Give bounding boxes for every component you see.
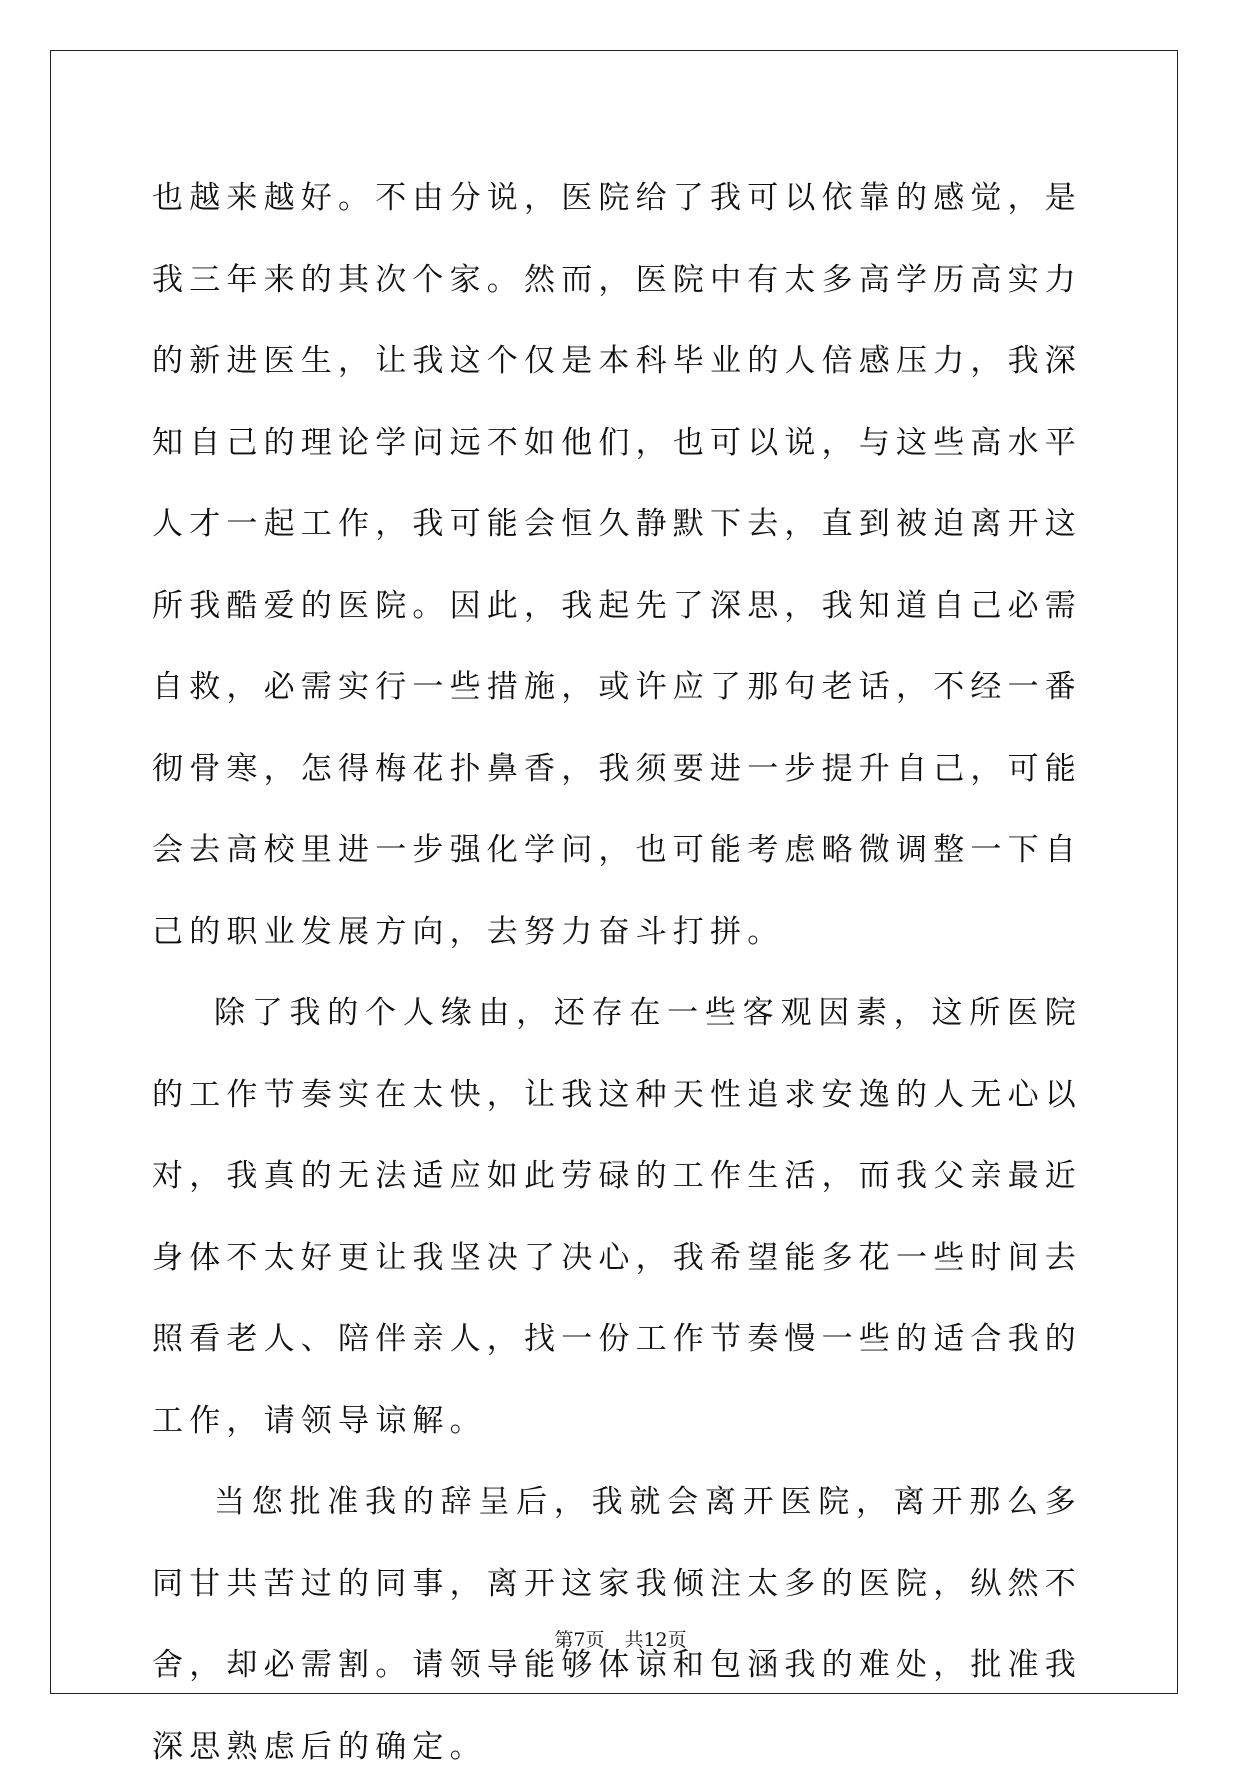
document-body bbox=[152, 158, 1082, 1788]
page-total: 共12页 bbox=[624, 1629, 687, 1651]
paragraph-3: 当您批准我的辞呈后，我就会离开医院，离开那么多同甘共苦过的同事，离开这家我倾注太多的医院，纵然不舍，却必需割。请领导能够体谅和包涵我的难处，批准我深思熟虑后的确定。 bbox=[152, 1484, 1082, 1765]
page-footer bbox=[0, 1628, 1241, 1652]
paragraph-2: 除了我的个人缘由，还存在一些客观因素，这所医院的工作节奏实在太快，让我这种天性追求安逸的人无心以对，我真的无法适应如此劳碌的工作生活，而我父亲最近身体不太好更让我坚决了决心，我希望能多花一些时间去照看老人、陪伴亲人，找一份工作节奏慢一些的适合我的工作，请领导谅解。 bbox=[152, 995, 1082, 1439]
page-number: 第7页 bbox=[554, 1629, 605, 1651]
paragraph-1: 也越来越好。不由分说，医院给了我可以依靠的感觉，是我三年来的其次个家。然而，医院中有太多高学历高实力的新进医生，让我这个仅是本科毕业的人倍感压力，我深知自己的理论学问远不如他们，也可以说，与这些高水平人才一起工作，我可能会恒久静默下去，直到被迫离开这所我酷爱的医院。因此，我起先了深思，我知道自己必需自救，必需实行一些措施，或许应了那句老话，不经一番彻骨寒，怎得梅花扑鼻香，我须要进一步提升自己，可能会去高校里进一步强化学问，也可能考虑略微调整一下自己的职业发展方向，去努力奋斗打拼。 bbox=[152, 180, 1082, 950]
